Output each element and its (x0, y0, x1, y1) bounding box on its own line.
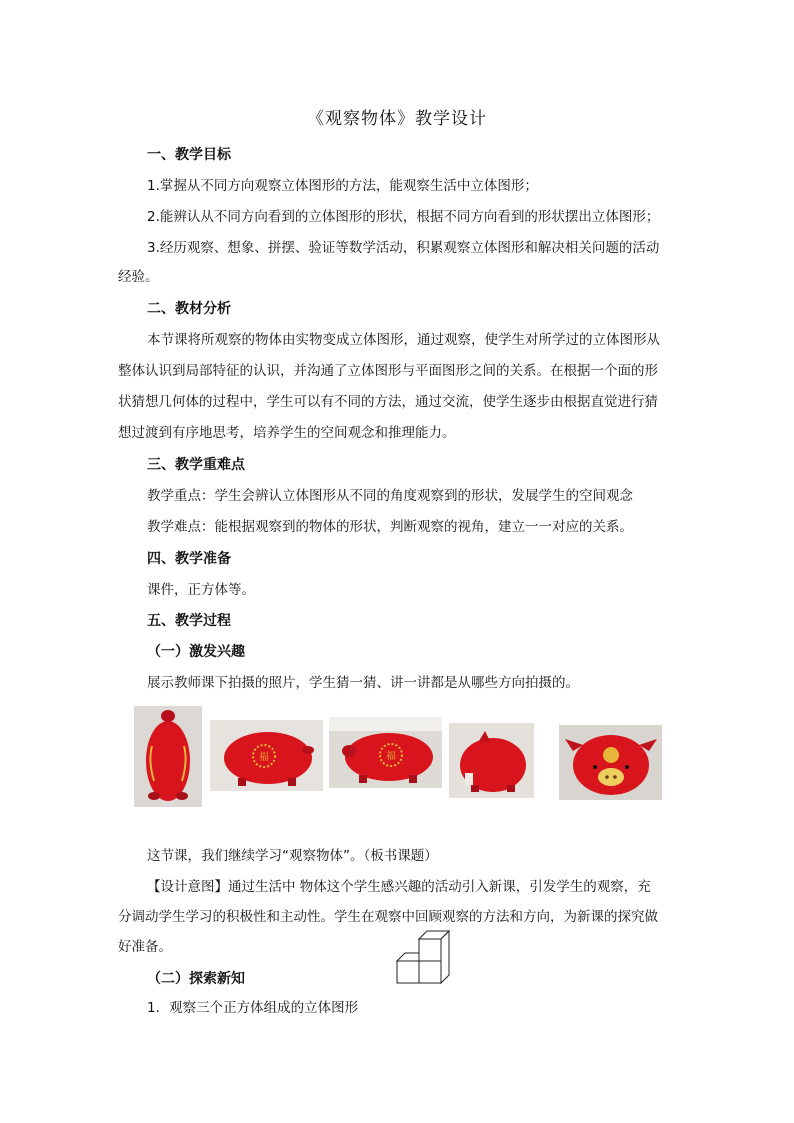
design-intent-line: 分调动学生学习的积极性和主动性。学生在观察中回顾观察的方法和方向，为新课的探究做 (118, 909, 658, 925)
objective-item: 3.经历观察、想象、拼摆、验证等数学活动，积累观察立体图形和解决相关问题的活动 (147, 240, 660, 256)
subsection-heading-explore: （二）探索新知 (147, 971, 245, 987)
paragraph-line: 展示教师课下拍摄的照片，学生猜一猜、讲一讲都是从哪些方向拍摄的。 (147, 675, 579, 691)
plush-pig-back-view-photo (210, 720, 323, 791)
svg-text:福: 福 (259, 752, 269, 763)
explore-item: 1．观察三个正方体组成的立体图形 (147, 1000, 359, 1016)
paragraph-line: 这节课，我们继续学习“观察物体”。（板书课题） (147, 848, 438, 864)
objective-item: 1.掌握从不同方向观察立体图形的方法，能观察生活中立体图形； (147, 178, 538, 194)
plush-pig-left-view-photo (329, 717, 442, 788)
design-intent-line: 好准备。 (118, 939, 172, 955)
design-intent-line: 【设计意图】通过生活中 物体这个学生感兴趣的活动引入新课，引发学生的观察，充 (147, 879, 651, 895)
section-heading-preparation: 四、教学准备 (147, 551, 231, 567)
section-heading-analysis: 二、教材分析 (147, 301, 231, 317)
section-heading-key-points: 三、教学重难点 (147, 457, 245, 473)
page-title: 《观察物体》教学设计 (307, 109, 487, 129)
difficulty-line: 教学难点：能根据观察到的物体的形状，判断观察的视角，建立一一对应的关系。 (147, 519, 633, 535)
section-heading-process: 五、教学过程 (147, 613, 231, 629)
paragraph-line: 整体认识到局部特征的认识，并沟通了立体图形与平面图形之间的关系。在根据一个面的形 (118, 363, 658, 379)
three-cube-figure (396, 928, 454, 986)
svg-text:福: 福 (386, 751, 396, 762)
subsection-heading-interest: （一）激发兴趣 (147, 644, 245, 660)
plush-pig-front-view-photo (559, 725, 662, 800)
objective-item-continued: 经验。 (118, 269, 159, 285)
key-point-line: 教学重点：学生会辨认立体图形从不同的角度观察到的形状，发展学生的空间观念 (147, 488, 633, 504)
paragraph-line: 想过渡到有序地思考，培养学生的空间观念和推理能力。 (118, 425, 456, 441)
plush-pig-side-view-photo (134, 706, 202, 807)
objective-item: 2.能辨认从不同方向看到的立体图形的形状，根据不同方向看到的形状摆出立体图形； (147, 209, 660, 225)
paragraph-line: 本节课将所观察的物体由实物变成立体图形，通过观察，使学生对所学过的立体图形从 (147, 332, 660, 348)
preparation-line: 课件，正方体等。 (147, 582, 255, 598)
paragraph-line: 状猜想几何体的过程中，学生可以有不同的方法，通过交流，使学生逐步由根据直觉进行猜 (118, 394, 658, 410)
plush-pig-rear-view-photo (449, 723, 534, 798)
section-heading-objectives: 一、教学目标 (147, 147, 231, 163)
